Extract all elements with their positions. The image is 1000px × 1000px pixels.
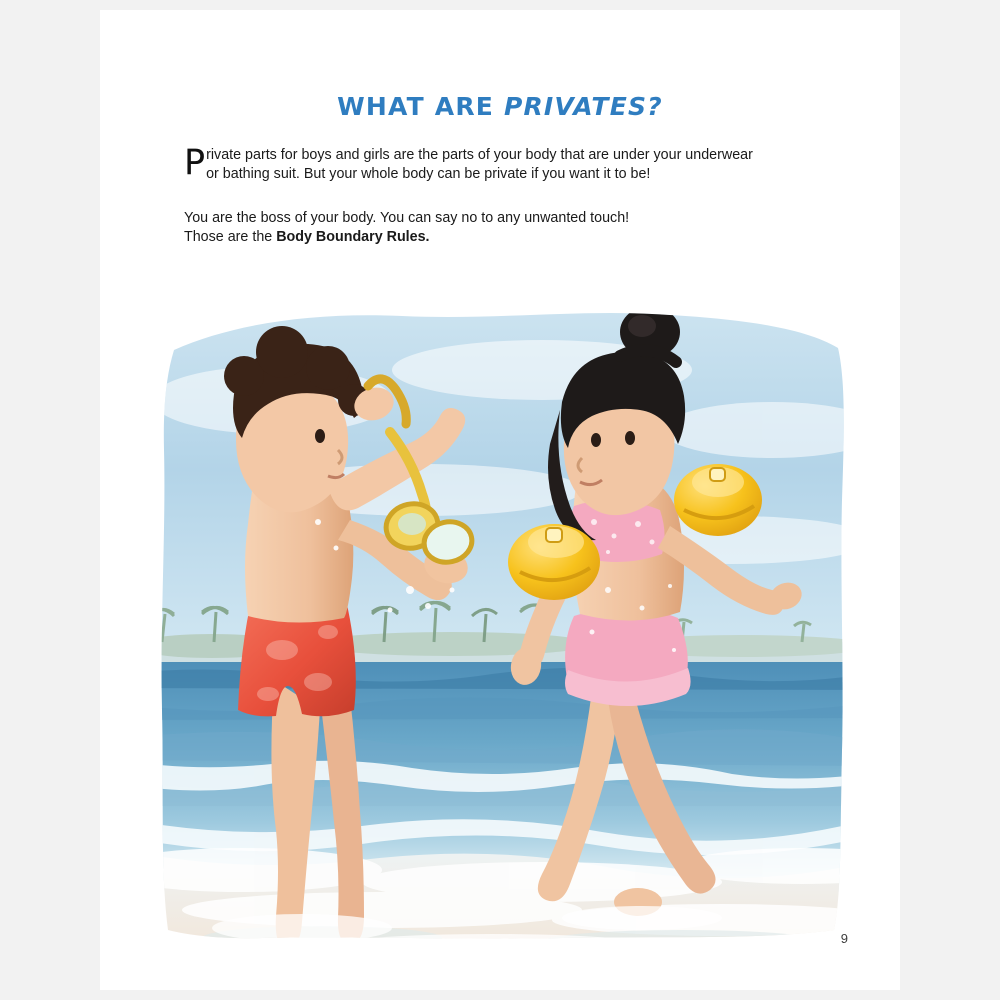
beach-illustration bbox=[122, 290, 878, 955]
paragraph-2-line-2-prefix: Those are the bbox=[184, 229, 277, 245]
paragraph-1-line-2: or bathing suit. But your whole body can be private if you want it to be! bbox=[206, 166, 651, 182]
beach-illustration-svg bbox=[122, 290, 878, 955]
book-page bbox=[100, 10, 900, 990]
paragraph-2-line-1: You are the boss of your body. You can say no to any unwanted touch! bbox=[184, 210, 630, 226]
girl-eye-left bbox=[591, 433, 601, 447]
paragraph-body-boundary-rules bbox=[184, 209, 814, 247]
page-title bbox=[100, 10, 900, 121]
paragraph-1-line-1: rivate parts for boys and girls are the parts of your body that are under your underwear bbox=[206, 147, 753, 163]
paragraph-privates-definition bbox=[184, 143, 814, 184]
arm-floatie-left bbox=[508, 524, 600, 600]
illustration-scene bbox=[122, 290, 878, 955]
page-title-emphasis: PRIVATES? bbox=[503, 92, 663, 121]
body-boundary-rules-term: Body Boundary Rules. bbox=[276, 229, 430, 245]
drop-cap: P bbox=[184, 143, 206, 183]
page-number: 9 bbox=[840, 931, 848, 946]
girl-eye-right bbox=[625, 431, 635, 445]
arm-floatie-right bbox=[674, 464, 762, 536]
page-title-main: WHAT ARE bbox=[337, 92, 504, 121]
boy-eye bbox=[315, 429, 325, 443]
